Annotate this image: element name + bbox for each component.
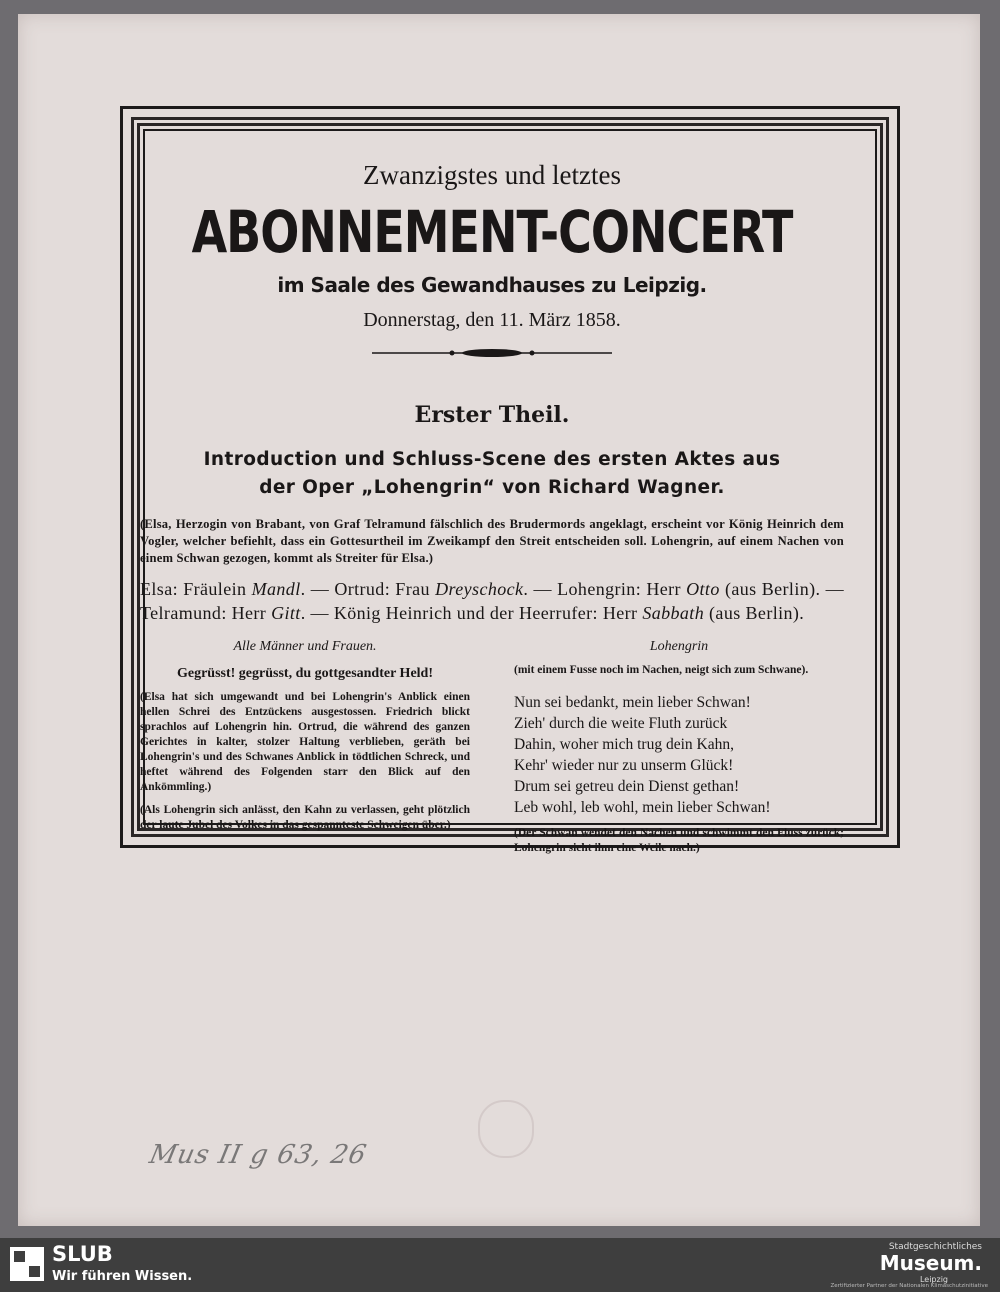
cast-heinrich-label: . — König Heinrich und der Heerrufer: Herr [300, 603, 638, 623]
part-heading: Erster Theil. [414, 402, 570, 428]
library-stamp [478, 1100, 534, 1158]
concert-number: Zwanzigstes und letztes [363, 160, 621, 190]
cast-ortrud-name: Dreyschock [435, 579, 524, 599]
left-column-heading: Alle Männer und Frauen. [233, 639, 377, 654]
page-title: ABONNEMENT-CONCERT [191, 198, 793, 266]
right-column-heading: Lohengrin [649, 639, 709, 654]
cast-lohengrin-label: . — Lohengrin: Herr [523, 579, 681, 599]
verse-line: Drum sei getreu dein Dienst gethan! [514, 778, 740, 795]
slub-name: SLUB [52, 1242, 113, 1266]
cast-elsa-label: Elsa: Fräulein [140, 579, 247, 599]
concert-program [140, 160, 844, 856]
cast-ortrud-label: . — Ortrud: Frau [300, 579, 430, 599]
museum-name: Museum. [879, 1251, 982, 1275]
slub-logo-icon [10, 1247, 44, 1281]
stage-direction-2: (Als Lohengrin sich anlässt, den Kahn zu verlassen, geht plötzlich der laute Jubel des Volkes in das gespannteste Schweigen über.) [140, 804, 470, 831]
venue: im Saale des Gewandhauses zu Leipzig. [277, 273, 707, 297]
cast-heinrich-suffix: (aus Berlin). [709, 603, 805, 623]
verse-line: Nun sei bedankt, mein lieber Schwan! [514, 694, 751, 711]
cast-heinrich-name: Sabbath [642, 603, 705, 623]
piece-title-line1: Introduction und Schluss-Scene des ersten Aktes aus [203, 449, 781, 470]
slub-tagline: Wir führen Wissen. [52, 1269, 193, 1284]
cast-telramund-name: Gitt [271, 603, 301, 623]
stage-direction-1: (Elsa hat sich umgewandt und bei Lohengrin's Anblick einen hellen Schrei des Entzückens ausgestossen. Friedrich blickt sprachlos auf Lohengrin hin. Ortrud, die während des ganzen Gerichtes in kalter, stolzer Haltung verblieben, geräth bei Lohengrin's und des Schwanes Anblick in tödtlichen Schreck, und heftet während des Folgenden starr den Blick auf den Ankömmling.) [140, 691, 470, 793]
cast-telramund-label: (aus Berlin). — Telramund: Herr [140, 579, 845, 623]
stage-direction-swan: (Der Schwan wendet den Nachen und schwimmt den Fluss zurück; Lohengrin sieht ihm eine Weile nach.) [514, 827, 844, 854]
cast-elsa-name: Mandl [251, 579, 301, 599]
divider-ornament [372, 346, 612, 360]
synopsis-note: (Elsa, Herzogin von Brabant, von Graf Telramund fälschlich des Brudermords angeklagt, erscheint vor König Heinrich dem Vogler, welcher befiehlt, dass ein Gottesurtheil im Zweikampf den Streit entscheiden soll. Lohengrin, auf einem Nachen von einem Schwan gezogen, kommt als Streiter für Elsa.) [140, 517, 844, 565]
verse-line: Leb wohl, leb wohl, mein lieber Schwan! [514, 799, 771, 816]
concert-date: Donnerstag, den 11. März 1858. [363, 309, 621, 331]
shelfmark: Mus II g 63, 26 [146, 1140, 370, 1170]
museum-city: Leipzig [919, 1275, 948, 1284]
verse-line: Zieh' durch die weite Fluth zurück [514, 715, 728, 732]
museum-label: Stadtgeschichtliches [888, 1242, 982, 1252]
stage-direction-lohengrin: (mit einem Fusse noch im Nachen, neigt sich zum Schwane). [514, 664, 809, 676]
verse-line: Dahin, woher mich trug dein Kahn, [514, 736, 734, 753]
footer-bar [0, 1238, 1000, 1292]
left-column [140, 639, 470, 856]
verse [514, 692, 844, 818]
museum-note: Zertifizierter Partner der Nationalen Klimaschutzinitiative [830, 1283, 988, 1289]
verse-line: Kehr' wieder nur zu unserm Glück! [514, 757, 734, 774]
libretto-columns [140, 639, 844, 856]
cast-list [140, 577, 844, 625]
piece-title-line2: der Oper „Lohengrin“ von Richard Wagner. [259, 477, 725, 498]
chorus-text: Gegrüsst! gegrüsst, du gottgesandter Held! [176, 666, 433, 681]
right-column [514, 639, 844, 856]
cast-lohengrin-name: Otto [686, 579, 720, 599]
